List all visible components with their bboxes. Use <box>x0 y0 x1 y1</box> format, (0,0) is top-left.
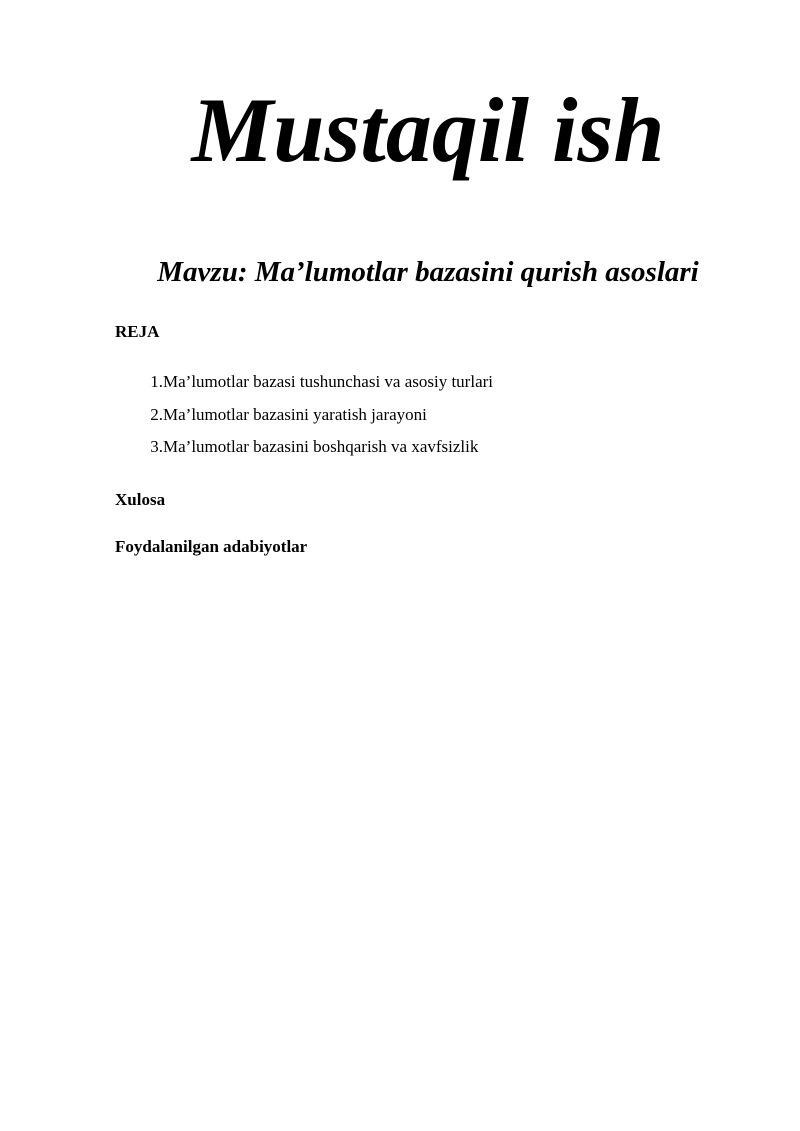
plan-list <box>115 372 493 470</box>
plan-item <box>115 372 493 405</box>
plan-heading: REJA <box>115 322 160 341</box>
plan-item-text: Ma’lumotlar bazasi tushunchasi va asosiy turlari <box>163 372 493 391</box>
conclusion-heading: Xulosa <box>115 490 166 509</box>
plan-item <box>115 437 493 470</box>
plan-item <box>115 405 493 438</box>
plan-item-text: Ma’lumotlar bazasini boshqarish va xavfsizlik <box>163 437 479 456</box>
plan-item-text: Ma’lumotlar bazasini yaratish jarayoni <box>163 404 427 424</box>
references-heading: Foydalanilgan adabiyotlar <box>115 537 308 556</box>
plan-item-number: 3. <box>150 437 163 456</box>
document-subtitle: Mavzu: Ma’lumotlar bazasini qurish asoslari <box>157 256 699 288</box>
document-title: Mustaqil ish <box>191 79 665 181</box>
plan-item-number: 1. <box>150 372 163 391</box>
plan-item-number: 2. <box>150 404 163 424</box>
